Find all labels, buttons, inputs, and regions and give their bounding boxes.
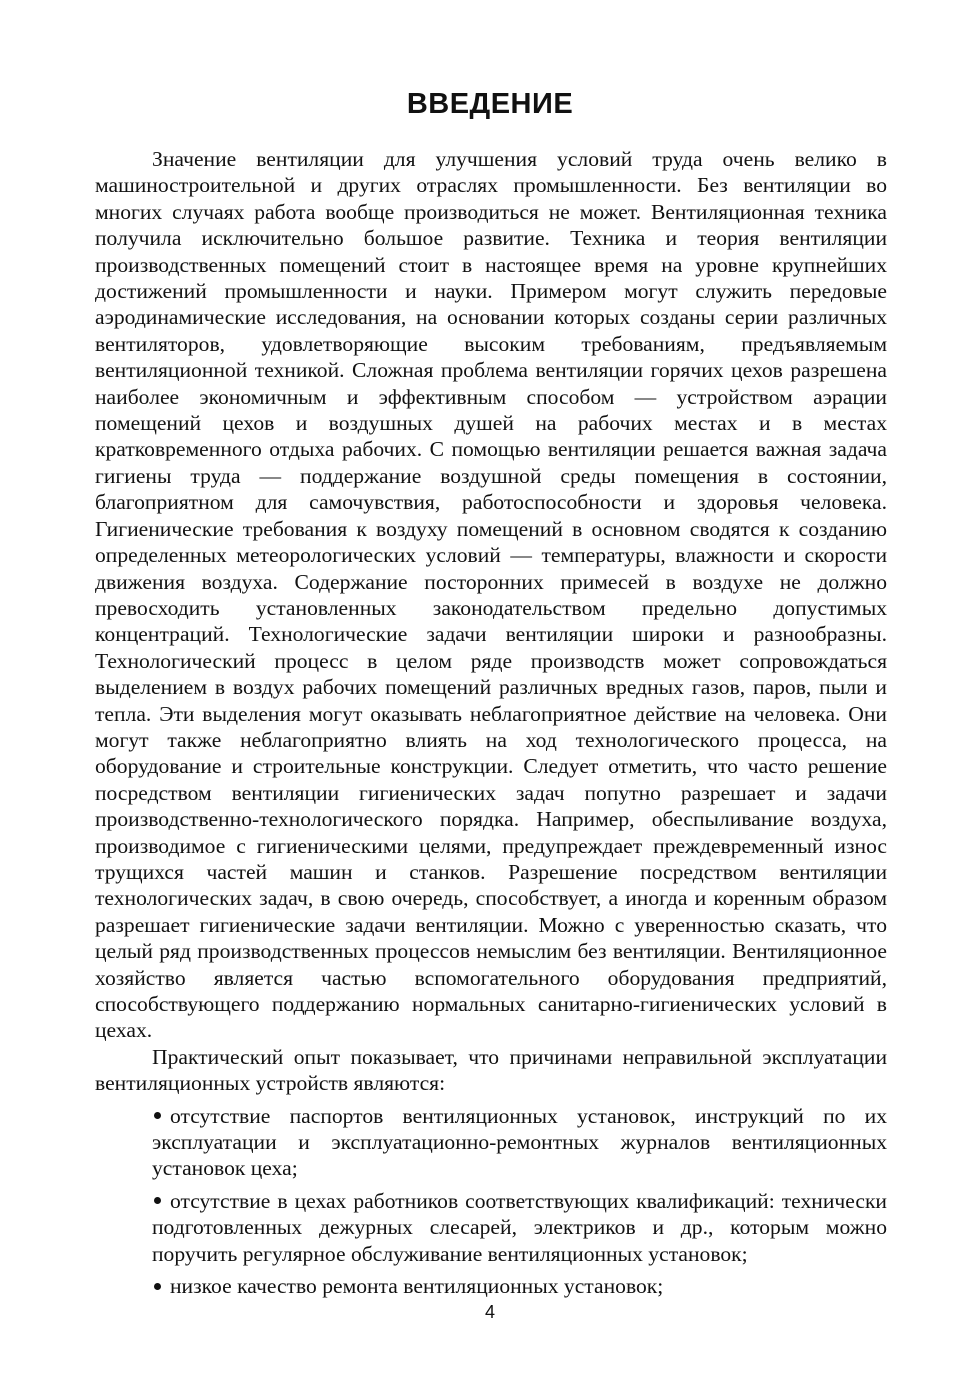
list-item-text: отсутствие паспортов вентиляционных установок, инструкций по их эксплуатации и эксплуатационно-ремонтных журналов вентиляционных установок цеха; bbox=[152, 1103, 887, 1181]
bullet-icon bbox=[154, 1197, 161, 1204]
page-number: 4 bbox=[484, 1302, 495, 1322]
list-item bbox=[152, 1103, 887, 1182]
page-title: ВВЕДЕНИЕ bbox=[406, 88, 574, 120]
list-item-text: отсутствие в цехах работников соответствующих квалификаций: технически подготовленных дежурных слесарей, электриков и др., которым можно поручить регулярное обслуживание вентиляционных установок; bbox=[152, 1188, 887, 1266]
body-text bbox=[95, 146, 887, 1299]
list-item bbox=[152, 1273, 887, 1299]
paragraph-intro: Значение вентиляции для улучшения условий труда очень велико в машиностроительной и других отраслях промышленности. Без вентиляции во многих случаях работа вообще производиться не может. Вентиляционная техника получила исключительно большое развитие. Техника и теория вентиляции производственных помещений стоит в настоящее время на уровне крупнейших достижений промышленности и науки. Примером могут служить передовые аэродинамические исследования, на основании которых созданы серии различных вентиляторов, удовлетворяющие высоким требованиям, предъявляемым вентиляционной техникой. Сложная проблема вентиляции горячих цехов разрешена наиболее экономичным и эффективным способом — устройством аэрации помещений цехов и воздушных душей на рабочих местах и в местах кратковременного отдыха рабочих. С помощью вентиляции решается важная задача гигиены труда — поддержание воздушной среды помещения в состоянии, благоприятном для самочувствия, работоспособности и здоровья человека. Гигиенические требования к воздуху помещений в основном сводятся к созданию определенных метеорологических условий — температуры, влажности и скорости движения воздуха. Содержание посторонних примесей в воздухе не должно превосходить установленных законодательством предельно допустимых концентраций. Технологические задачи вентиляции широки и разнообразны. Технологический процесс в целом ряде производств может сопровождаться выделением в воздух рабочих помещений различных вредных газов, паров, пыли и тепла. Эти выделения могут оказывать неблагоприятное действие на человека. Они могут также неблагоприятно влиять на ход технологического процесса, на оборудование и строительные конструкции. Следует отметить, что часто решение посредством вентиляции гигиенических задач попутно разрешает и задачи производственно-технологического порядка. Например, обеспыливание воздуха, производимое с гигиеническими целями, предупреждает преждевременный износ трущихся частей машин и станков. Разрешение посредством вентиляции технологических задач, в свою очередь, способствует, а иногда и коренным образом разрешает гигиенические задачи вентиляции. Можно с уверенностью сказать, что целый ряд производственных процессов немыслим без вентиляции. Вентиляционное хозяйство является частью вспомогательного оборудования предприятий, способствующего поддержанию нормальных санитарно-гигиенических условий в цехах. bbox=[95, 147, 887, 1043]
causes-list bbox=[95, 1103, 887, 1300]
bullet-icon bbox=[154, 1112, 161, 1119]
list-item-text: низкое качество ремонта вентиляционных установок; bbox=[170, 1274, 664, 1299]
bullet-icon bbox=[154, 1283, 161, 1290]
list-item bbox=[152, 1188, 887, 1267]
paragraph-practice: Практический опыт показывает, что причинами неправильной эксплуатации вентиляционных устройств являются: bbox=[95, 1044, 887, 1096]
